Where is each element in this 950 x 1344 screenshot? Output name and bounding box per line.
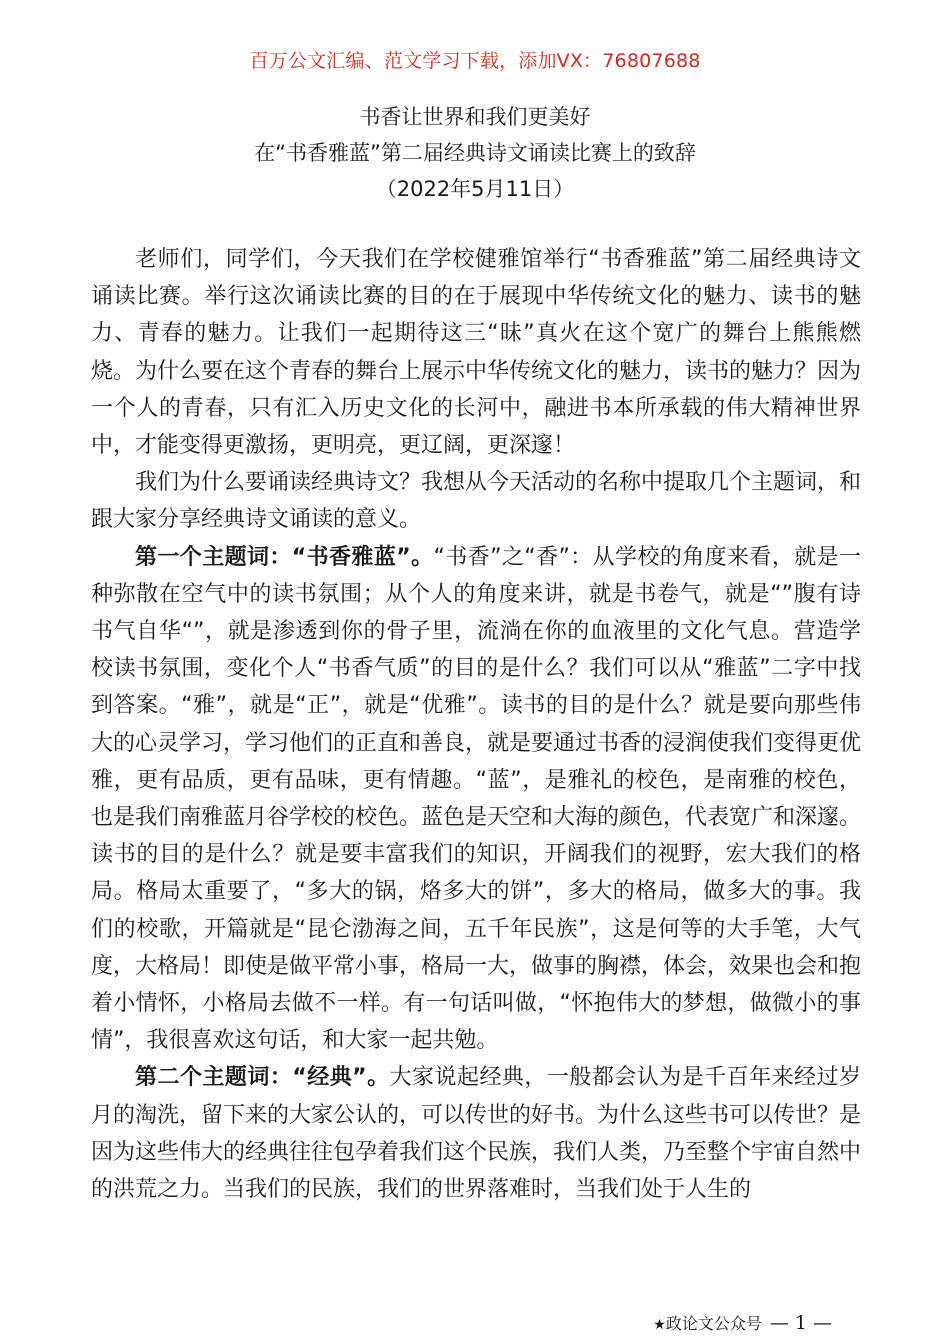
theme-word-2: 第二个主题词：“经典”。 (135, 1065, 390, 1091)
theme-word-1: 第一个主题词：“书香雅蓝”。 (135, 544, 434, 570)
footer-source: 政论文公众号 (665, 1314, 762, 1333)
page-footer (653, 1311, 832, 1334)
document-title (0, 99, 950, 207)
main-title: 书香让世界和我们更美好 (359, 105, 591, 129)
page-number: — 1 — (769, 1312, 832, 1334)
date-line: （2022年5月11日） (375, 177, 575, 201)
paragraph-4-text: 大家说起经典，一般都会认为是千百年来经过岁月的淘洗，留下来的大家公认的，可以传世的好书。为什么这些书可以传世？是因为这些伟大的经典往往包孕着我们这个民族，我们人类，乃至整个宇宙自然中的洪荒之力。当我们的民族，我们的世界落难时，当我们处于人生的 (91, 1065, 862, 1203)
paragraph-3 (91, 539, 861, 1060)
paragraph-1: 老师们，同学们，今天我们在学校健雅馆举行“书香雅蓝”第二届经典诗文诵读比赛。举行这次诵读比赛的目的在于展现中华传统文化的魅力、读书的魅力、青春的魅力。让我们一起期待这三“昧”真火在这个宽广的舞台上熊熊燃烧。为什么要在这个青春的舞台上展示中华传统文化的魅力，读书的魅力？因为一个人的青春，只有汇入历史文化的长河中，融进书本所承载的伟大精神世界中，才能变得更激扬，更明亮，更辽阔，更深邃！ (91, 247, 862, 459)
watermark-banner: 百万公文汇编、范文学习下载，添加VX：76807688 (249, 50, 701, 72)
paragraph-2: 我们为什么要诵读经典诗文？我想从今天活动的名称中提取几个主题词，和跟大家分享经典诗文诵读的意义。 (91, 470, 862, 533)
subtitle: 在“书香雅蓝”第二届经典诗文诵读比赛上的致辞 (254, 141, 696, 165)
star-icon: ★ (653, 1317, 666, 1333)
paragraph-3-text: “书香”之“香”：从学校的角度来看，就是一种弥散在空气中的读书氛围；从个人的角度来讲，就是书卷气，就是“”腹有诗书气自华“”，就是渗透到你的骨子里，流淌在你的血液里的文化气息。营造学校读书氛围，变化个人“书香气质”的目的是什么？我们可以从“雅蓝”二字中找到答案。“雅”，就是“正”，就是“优雅”。读书的目的是什么？就是要向那些伟大的心灵学习，学习他们的正直和善良，就是要通过书香的浸润使我们变得更优雅，更有品质，更有品味，更有情趣。“蓝”，是雅礼的校色，是南雅的校色，也是我们南雅蓝月谷学校的校色。蓝色是天空和大海的颜色，代表宽广和深邃。读书的目的是什么？就是要丰富我们的知识，开阔我们的视野，宏大我们的格局。格局太重要了，“多大的锅，烙多大的饼”，多大的格局，做多大的事。我们的校歌，开篇就是“昆仑渤海之间，五千年民族”，这是何等的大手笔，大气度，大格局！即使是做平常小事，格局一大，做事的胸襟，体会，效果也会和抱着小情怀，小格局去做不一样。有一句话叫做，“怀抱伟大的梦想，做微小的事情”，我很喜欢这句话，和大家一起共勉。 (91, 544, 862, 1054)
document-body (91, 241, 861, 1208)
paragraph-4 (91, 1059, 861, 1208)
